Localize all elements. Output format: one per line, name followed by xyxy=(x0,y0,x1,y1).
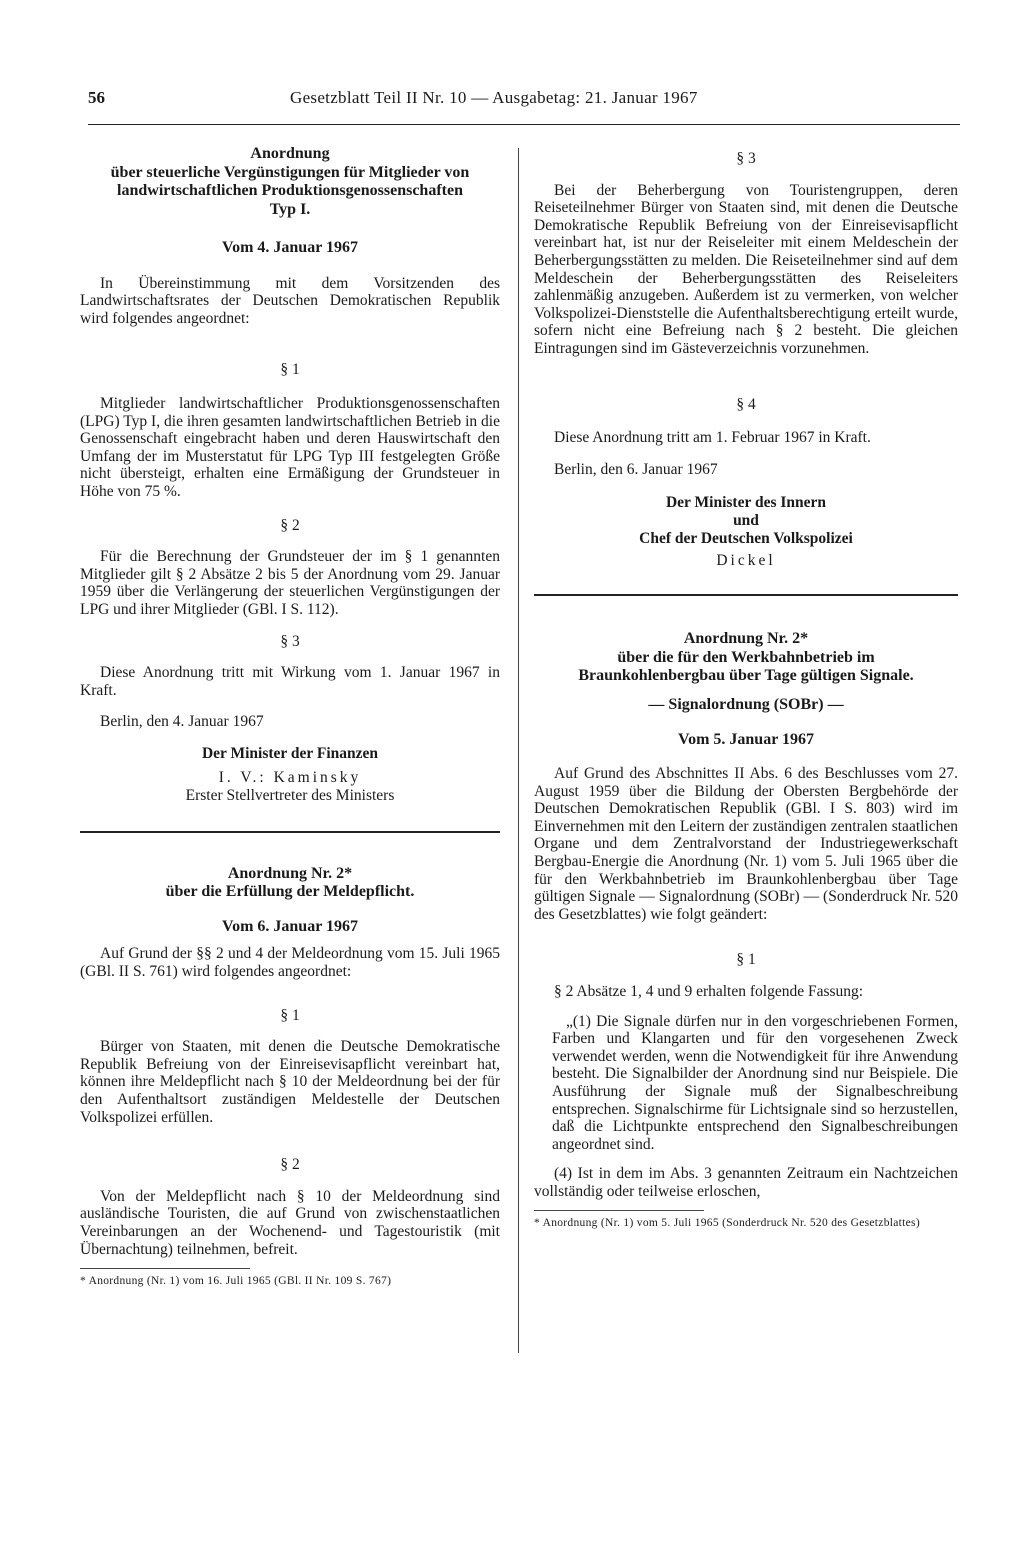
doc3-footnote: * Anordnung (Nr. 1) vom 5. Juli 1965 (Sonderdruck Nr. 520 des Gesetzblattes) xyxy=(534,1217,920,1230)
doc3-date: Vom 5. Januar 1967 xyxy=(677,731,815,749)
header-rule xyxy=(88,124,960,125)
title-line: Braunkohlenbergbau über Tage gültigen Signale. xyxy=(578,667,914,685)
doc3-quote-4: (4) Ist in dem im Abs. 3 genannten Zeitraum ein Nachtzeichen vollständig oder teilweise erloschen, xyxy=(534,1165,958,1200)
doc1-s3-head: § 3 xyxy=(280,632,300,650)
doc1-intro: In Übereinstimmung mit dem Vorsitzenden des Landwirtschaftsrates der Deutschen Demokratischen Republik wird folgendes angeordnet: xyxy=(80,274,500,327)
doc1-place-date: Berlin, den 4. Januar 1967 xyxy=(100,713,264,731)
column-divider xyxy=(518,148,519,1353)
doc3-intro: Auf Grund des Abschnittes II Abs. 6 des Beschlusses vom 27. August 1959 über die Bildung der Obersten Bergbehörde der Deutschen Demokratischen Republik (GBl. I S. 803) wird im Einvernehmen mit den Leitern der zuständigen zentralen staatlichen Organe und dem Zentralvorstand der Industriegewerkschaft Bergbau-Energie die Anordnung (Nr. 1) vom 5. Juli 1965 über die für den Werkbahnbetrieb im Braunkohlenbergbau über Tage gültigen Signale — Signalordnung (SOBr) — (Sonderdruck Nr. 520 des Gesetzblattes) wie folgt geändert: xyxy=(534,765,958,923)
doc1-s1-text: Mitglieder landwirtschaftlicher Produktionsgenossenschaften (LPG) Typ I, die ihren gesamten landwirtschaftlichen Betrieb in die Genossenschaft eingebracht haben und deren Hauswirtschaft den Umfang der im Musterstatut für LPG Typ III festgelegten Größe nicht übersteigt, erhalten eine Ermäßigung der Grundsteuer in Höhe von 75 %. xyxy=(80,394,500,500)
doc2-s1-head: § 1 xyxy=(280,1006,300,1024)
doc3-quote-1: „(1) Die Signale dürfen nur in den vorgeschriebenen Formen, Farben und Klangarten und für den vorgesehenen Zweck verwendet werden, wenn die Notwendigkeit für ihre Anwendung besteht. Die Signalbilder der Anordnung sind nur Beispiele. Die Ausführung der Signale muß der Signalbeschreibung entsprechen. Signalschirme für Lichtsignale sind so herzustellen, daß die Lichtpunkte entsprechend den Signalbeschreibungen angeordnet sind. xyxy=(552,1012,958,1153)
signatory-line: Chef der Deutschen Volkspolizei xyxy=(639,530,853,548)
doc2-signatory-name: Dickel xyxy=(716,552,776,570)
doc1-signatory-role: Erster Stellvertreter des Ministers xyxy=(185,786,395,804)
left-column xyxy=(80,145,500,1288)
doc2-s3-text: Bei der Beherbergung von Touristengruppen, deren Reiseteilnehmer Bürger von Staaten sind, mit denen die Deutsche Demokratische Republik Befreiung von der Einreisevisapflicht vereinbart hat, ist nur der Reiseleiter mit einem Meldeschein der Beherbergungsstätten zu melden. Die Reiseteilnehmer sind auf dem Meldeschein der Beherbergungsstätten des Reiseleiters zahlenmäßig anzugeben. Außerdem ist zu vermerken, von welcher Volkspolizei-Dienststelle die Aufenthaltsberechtigung erteilt wurde, sofern nicht eine Befreiung nach § 2 besteht. Die gleichen Eintragungen sind im Gästeverzeichnis vorzunehmen. xyxy=(534,181,958,357)
doc2-footnote: * Anordnung (Nr. 1) vom 16. Juli 1965 (GBl. II Nr. 109 S. 767) xyxy=(80,1275,392,1288)
doc2-s1-text: Bürger von Staaten, mit denen die Deutsche Demokratische Republik Befreiung von der Einreisevisapflicht vereinbart hat, können ihre Meldepflicht nach § 10 der Meldeordnung bei der für den Aufenthaltsort zuständigen Meldestelle der Deutschen Volkspolizei erfüllen. xyxy=(80,1038,500,1126)
doc2-title xyxy=(80,865,500,902)
running-head: Gesetzblatt Teil II Nr. 10 — Ausgabetag: 21. Januar 1967 xyxy=(290,88,698,107)
title-line: über die für den Werkbahnbetrieb im xyxy=(617,648,875,666)
signatory-line: und xyxy=(733,512,759,530)
doc1-s1-head: § 1 xyxy=(280,361,300,379)
doc3-s1-text: § 2 Absätze 1, 4 und 9 erhalten folgende Fassung: xyxy=(554,982,864,1000)
doc1-s3-text: Diese Anordnung tritt mit Wirkung vom 1. Januar 1967 in Kraft. xyxy=(80,664,500,699)
title-line: Anordnung xyxy=(250,145,330,162)
doc2-signatory-office xyxy=(534,494,958,548)
doc1-signatory-name: I. V.: Kaminsky xyxy=(218,768,362,786)
doc1-s2-head: § 2 xyxy=(280,516,300,534)
doc2-s3-head: § 3 xyxy=(736,150,756,167)
doc1-signatory-office: Der Minister der Finanzen xyxy=(201,744,379,762)
doc1-date: Vom 4. Januar 1967 xyxy=(221,239,359,256)
doc1-s2-text: Für die Berechnung der Grundsteuer der im § 1 genannten Mitglieder gilt § 2 Absätze 2 bis 5 der Anordnung vom 29. Januar 1959 über die Verlängerung der steuerlichen Vergünstigungen der LPG und ihrer Mitglieder (GBl. I S. 112). xyxy=(80,548,500,618)
title-line: über steuerliche Vergünstigungen für Mitglieder von xyxy=(110,163,470,181)
doc2-place-date: Berlin, den 6. Januar 1967 xyxy=(554,460,718,478)
doc1-title xyxy=(80,145,500,219)
page-number: 56 xyxy=(88,88,105,107)
title-line: Anordnung Nr. 2* xyxy=(227,864,353,882)
doc2-date: Vom 6. Januar 1967 xyxy=(221,917,359,935)
doc3-s1-head: § 1 xyxy=(736,951,756,969)
doc3-subtitle: — Signalordnung (SOBr) — xyxy=(648,695,844,713)
title-line: landwirtschaftlichen Produktionsgenossenschaften xyxy=(117,182,463,199)
title-line: Anordnung Nr. 2* xyxy=(683,630,809,648)
doc2-s2-text: Von der Meldepflicht nach § 10 der Meldeordnung sind ausländische Touristen, die auf Grund von zwischenstaatlichen Vereinbarungen an der Wochenend- und Tagestouristik (mit Übernachtung) teilnehmen, befreit. xyxy=(80,1187,500,1258)
title-line: über die Erfüllung der Meldepflicht. xyxy=(165,883,415,901)
doc2-s2-head: § 2 xyxy=(280,1156,300,1174)
doc2-intro: Auf Grund der §§ 2 und 4 der Meldeordnung vom 15. Juli 1965 (GBl. II S. 761) wird folgendes angeordnet: xyxy=(80,945,500,981)
title-line: Typ I. xyxy=(269,200,311,218)
signatory-line: Der Minister des Innern xyxy=(665,494,827,512)
right-column xyxy=(534,150,958,1230)
doc3-title xyxy=(534,630,958,686)
doc2-s4-head: § 4 xyxy=(736,395,756,413)
doc2-s4-text: Diese Anordnung tritt am 1. Februar 1967 in Kraft. xyxy=(554,429,871,447)
